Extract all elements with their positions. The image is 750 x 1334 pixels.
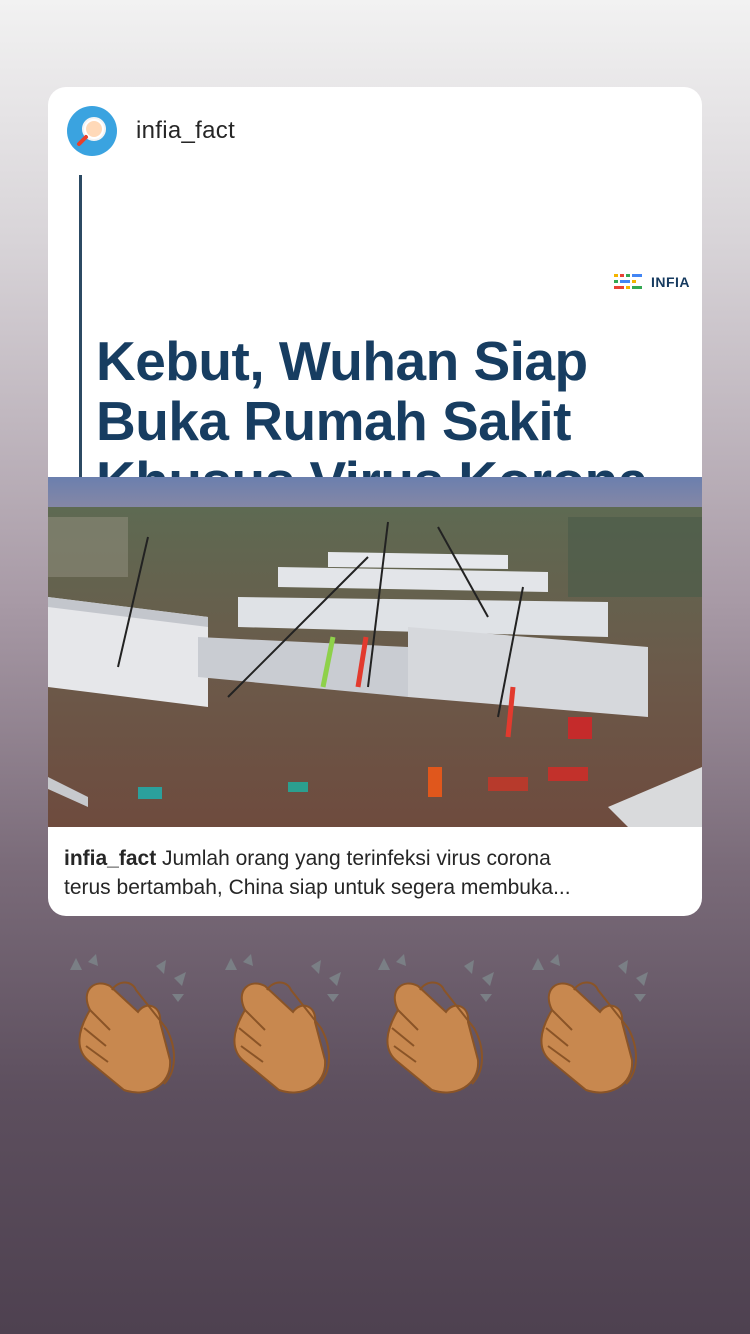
caption-text-line2: terus bertambah, China siap untuk segera membuka... xyxy=(64,876,571,899)
construction-site-photo xyxy=(48,477,702,827)
post-username[interactable]: infia_fact xyxy=(136,117,236,144)
avatar[interactable] xyxy=(67,106,117,156)
clapping-hands-icon xyxy=(368,950,508,1100)
headline-line: Buka Rumah Sakit xyxy=(96,390,571,452)
brand-name: INFIA xyxy=(650,274,690,290)
post-header xyxy=(48,87,702,175)
brand-bars-icon xyxy=(614,273,644,291)
caption-username[interactable]: infia_fact xyxy=(64,847,157,870)
clapping-hands-icon xyxy=(522,950,662,1100)
post-caption[interactable] xyxy=(64,844,689,902)
shared-post-card[interactable] xyxy=(48,87,702,916)
brand-logo xyxy=(614,273,690,291)
caption-text-line1: Jumlah orang yang terinfeksi virus corona xyxy=(162,847,551,870)
clapping-hands-stickers xyxy=(60,950,680,1100)
clapping-hands-icon xyxy=(215,950,355,1100)
headline-line: Kebut, Wuhan Siap xyxy=(96,330,588,392)
clapping-hands-icon xyxy=(60,950,200,1100)
magnifier-icon xyxy=(75,114,109,148)
